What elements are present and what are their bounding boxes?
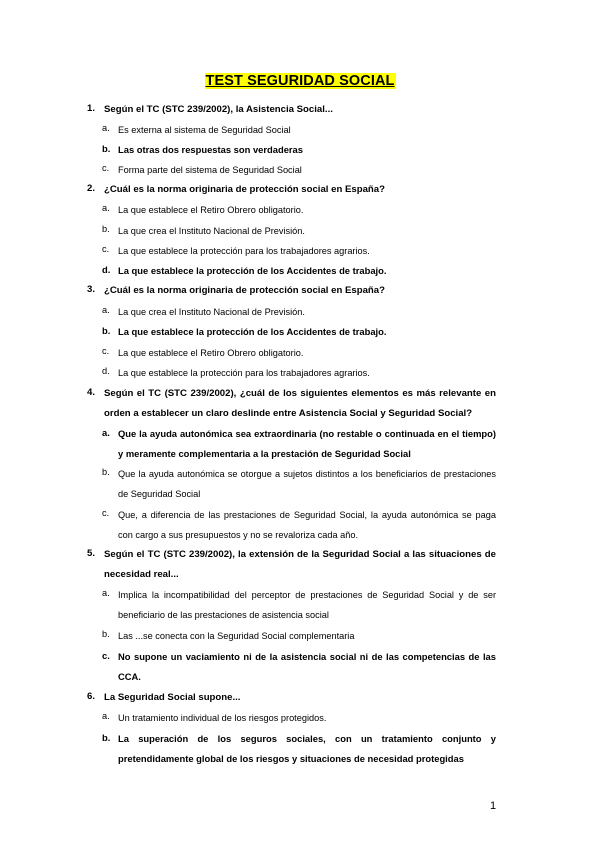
option-text: La superación de los seguros sociales, con un tratamiento conjunto y pretendidamente global de los riesgos y situaciones de necesidad protegidas	[118, 733, 496, 764]
question-number: 6.	[87, 691, 96, 702]
option-text: La que establece el Retiro Obrero obligatorio.	[118, 348, 304, 358]
option-letter: b.	[102, 143, 111, 154]
option-letter: c.	[102, 346, 110, 356]
option-letter: d.	[102, 366, 110, 376]
question-text: ¿Cuál es la norma originaria de protección social en España?	[104, 184, 385, 195]
option-text: No supone un vaciamiento ni de la asistencia social ni de las competencias de las CCA.	[118, 651, 496, 682]
option-text: Es externa al sistema de Seguridad Social	[118, 125, 291, 135]
option-text: Forma parte del sistema de Seguridad Social	[118, 165, 302, 175]
question-text: ¿Cuál es la norma originaria de protección social en España?	[104, 285, 385, 296]
option-letter: a.	[102, 203, 110, 213]
option-text: Que, a diferencia de las prestaciones de Seguridad Social, la ayuda autonómica se paga con cargo a sus presupuestos y no se revaloriza cada año.	[118, 510, 496, 540]
option-letter: c.	[102, 244, 110, 254]
option-text: La que establece la protección para los trabajadores agrarios.	[118, 368, 370, 378]
option-text: La que establece la protección para los trabajadores agrarios.	[118, 246, 370, 256]
question-text: Según el TC (STC 239/2002), la extensión de la Seguridad Social a las situaciones de necesidad real...	[104, 549, 496, 580]
question-number: 5.	[87, 548, 96, 559]
question-number: 3.	[87, 284, 96, 295]
option-letter: b.	[102, 224, 110, 234]
option-letter: a.	[102, 123, 110, 133]
option-text: La que establece la protección de los Accidentes de trabajo.	[118, 265, 387, 276]
option-text: La que crea el Instituto Nacional de Previsión.	[118, 307, 305, 317]
option-text: Que la ayuda autonómica sea extraordinaria (no restable o continuada en el tiempo) y meramente complementaria a la prestación de Seguridad Social	[118, 428, 496, 459]
option-letter: d.	[102, 264, 111, 275]
option-text: La que establece el Retiro Obrero obligatorio.	[118, 205, 304, 215]
option-letter: b.	[102, 732, 111, 743]
option-text: Las ...se conecta con la Seguridad Social complementaria	[118, 631, 355, 641]
question-number: 4.	[87, 387, 96, 398]
question-text: Según el TC (STC 239/2002), la Asistencia Social...	[104, 104, 333, 115]
question-text: La Seguridad Social supone...	[104, 692, 241, 703]
option-letter: a.	[102, 305, 110, 315]
page-title: TEST SEGURIDAD SOCIAL	[205, 73, 395, 89]
option-letter: c.	[102, 508, 110, 518]
page-number: 1	[490, 800, 497, 812]
option-letter: a.	[102, 588, 110, 598]
option-text: Las otras dos respuestas son verdaderas	[118, 144, 303, 155]
option-letter: a.	[102, 711, 110, 721]
option-text: Un tratamiento individual de los riesgos protegidos.	[118, 713, 327, 723]
question-text: Según el TC (STC 239/2002), ¿cuál de los siguientes elementos es más relevante en orden a establecer un claro deslinde entre Asistencia Social y Seguridad Social?	[104, 388, 496, 419]
question-number: 2.	[87, 183, 96, 194]
option-letter: c.	[102, 650, 110, 661]
option-letter: c.	[102, 163, 110, 173]
option-text: La que crea el Instituto Nacional de Previsión.	[118, 226, 305, 236]
option-letter: a.	[102, 427, 110, 438]
option-text: Que la ayuda autonómica se otorgue a sujetos distintos a los beneficiarios de prestaciones de Seguridad Social	[118, 469, 496, 499]
option-text: La que establece la protección de los Accidentes de trabajo.	[118, 326, 387, 337]
option-text: Implica la incompatibilidad del perceptor de prestaciones de Seguridad Social y de ser beneficiario de las prestaciones de asistencia social	[118, 590, 496, 620]
option-letter: b.	[102, 325, 111, 336]
option-letter: b.	[102, 467, 110, 477]
question-number: 1.	[87, 103, 96, 114]
option-letter: b.	[102, 629, 110, 639]
page-title-container	[0, 72, 600, 90]
